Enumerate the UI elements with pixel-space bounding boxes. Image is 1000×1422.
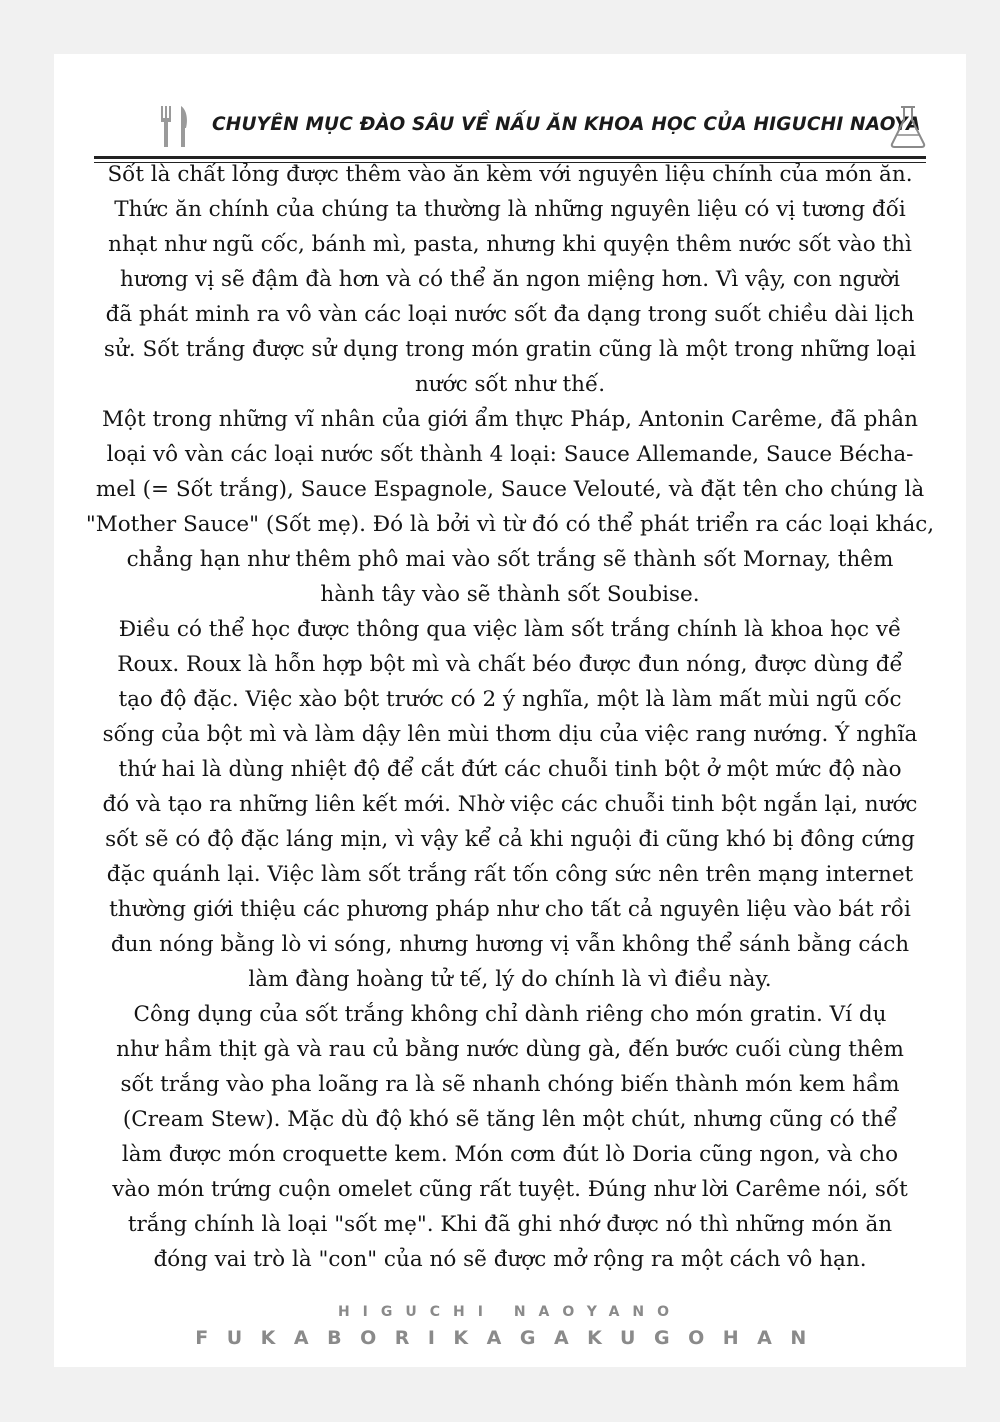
fork-knife-icon [160,104,190,148]
article-line: làm được món croquette kem. Món cơm đút lò Doria cũng ngon, và cho [121,1142,899,1167]
article-line: Điều có thể học được thông qua việc làm sốt trắng chính là khoa học về [118,617,902,642]
article-body [66,157,954,1277]
article-line: đóng vai trò là "con" của nó sẽ được mở rộng ra một cách vô hạn. [153,1247,867,1272]
article-line: chẳng hạn như thêm phô mai vào sốt trắng sẽ thành sốt Mornay, thêm [126,547,894,572]
column-header [94,76,926,160]
article-line: nhạt như ngũ cốc, bánh mì, pasta, nhưng khi quyện thêm nước sốt vào thì [108,232,912,257]
article-line: tạo độ đặc. Việc xào bột trước có 2 ý nghĩa, một là làm mất mùi ngũ cốc [118,687,902,712]
article-line: hương vị sẽ đậm đà hơn và có thể ăn ngon miệng hơn. Vì vậy, con người [120,267,900,292]
page [54,54,966,1367]
article-line: trắng chính là loại "sốt mẹ". Khi đã ghi nhớ được nó thì những món ăn [127,1212,893,1237]
article-line: thứ hai là dùng nhiệt độ để cắt đứt các chuỗi tinh bột ở một mức độ nào [118,757,902,782]
article-line: Một trong những vĩ nhân của giới ẩm thực Pháp, Antonin Carême, đã phân [102,407,918,432]
article-line: như hầm thịt gà và rau củ bằng nước dùng gà, đến bước cuối cùng thêm [116,1037,904,1062]
article-line: vào món trứng cuộn omelet cũng rất tuyệt. Đúng như lời Carême nói, sốt [112,1177,908,1202]
article-line: Công dụng của sốt trắng không chỉ dành riêng cho món gratin. Ví dụ [133,1002,887,1027]
footer-series-name: HIGUCHI NAOYANO [337,1304,683,1320]
article-line: nước sốt như thế. [414,372,606,397]
article-line: đặc quánh lại. Việc làm sốt trắng rất tốn công sức nên trên mạng internet [106,862,914,887]
column-title: CHUYÊN MỤC ĐÀO SÂU VỀ NẤU ĂN KHOA HỌC CỦA HIGUCHI NAOYA [212,114,921,135]
article-line: thường giới thiệu các phương pháp như cho tất cả nguyên liệu vào bát rồi [109,897,911,922]
article-line: sống của bột mì và làm dậy lên mùi thơm dịu của việc rang nướng. Ý nghĩa [102,722,918,747]
article-line: sốt sẽ có độ đặc láng mịn, vì vậy kể cả khi nguội đi cũng khó bị đông cứng [105,827,915,852]
footer-series-subtitle: FUKABORIKAGAKUGOHAN [195,1327,825,1349]
article-line: đun nóng bằng lò vi sóng, nhưng hương vị vẫn không thể sánh bằng cách [110,932,910,957]
article-line: mel (= Sốt trắng), Sauce Espagnole, Sauce Velouté, và đặt tên cho chúng là [95,477,925,502]
article-line: Roux. Roux là hỗn hợp bột mì và chất béo được đun nóng, được dùng để [117,652,903,677]
article-line: sử. Sốt trắng được sử dụng trong món gratin cũng là một trong những loại [103,337,917,362]
article-line: đó và tạo ra những liên kết mới. Nhờ việc các chuỗi tinh bột ngắn lại, nước [102,792,918,817]
article-line: Sốt là chất lỏng được thêm vào ăn kèm với nguyên liệu chính của món ăn. [107,162,913,187]
article-line: Thức ăn chính của chúng ta thường là những nguyên liệu có vị tương đối [114,197,906,222]
flask-icon [890,104,926,148]
article-line: "Mother Sauce" (Sốt mẹ). Đó là bởi vì từ đó có thể phát triển ra các loại khác, [85,512,935,537]
article-line: loại vô vàn các loại nước sốt thành 4 loại: Sauce Allemande, Sauce Bécha- [106,442,914,467]
article-line: hành tây vào sẽ thành sốt Soubise. [320,582,700,607]
article-line: làm đàng hoàng tử tế, lý do chính là vì điều này. [248,967,772,992]
article-line: sốt trắng vào pha loãng ra là sẽ nhanh chóng biến thành món kem hầm [120,1072,900,1097]
article-line: đã phát minh ra vô vàn các loại nước sốt đa dạng trong suốt chiều dài lịch [105,302,915,327]
article-line: (Cream Stew). Mặc dù độ khó sẽ tăng lên một chút, nhưng cũng có thể [122,1107,898,1132]
